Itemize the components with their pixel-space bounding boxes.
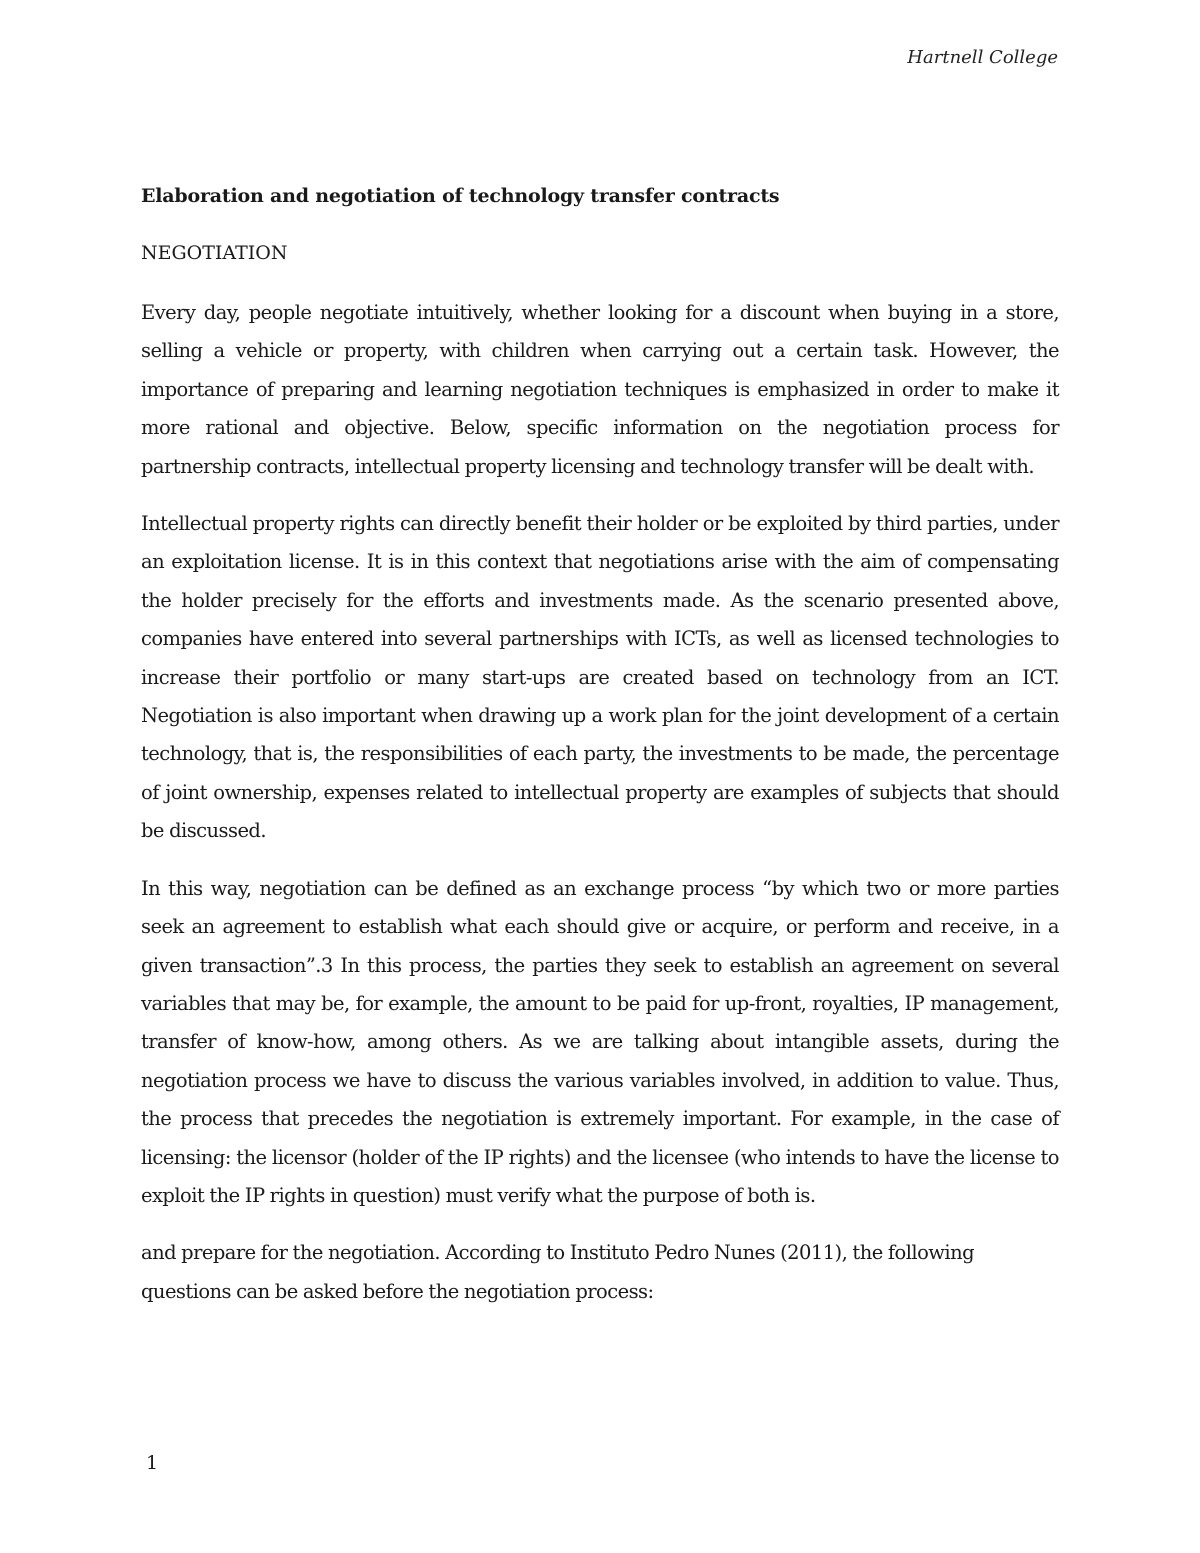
page-number: 1 xyxy=(146,1452,159,1474)
document-title: Elaboration and negotiation of technology transfer contracts xyxy=(141,185,780,207)
paragraph-3: In this way, negotiation can be defined as an exchange process “by which two or more parties seek an agreement to establish what each should give or acquire, or perform and receive, in a given transaction”.3 In this process, the parties they seek to establish an agreement on several variables that may be, for example, the amount to be paid for up-front, royalties, IP management, transfer of know-how, among others. As we are talking about intangible assets, during the negotiation process we have to discuss the various variables involved, in addition to value. Thus, the process that precedes the negotiation is extremely important. For example, in the case of licensing: the licensor (holder of the IP rights) and the licensee (who intends to have the license to exploit the IP rights in question) must verify what the purpose of both is. xyxy=(141,876,1059,1207)
document-body xyxy=(141,180,1059,1311)
running-header: Hartnell College xyxy=(907,47,1058,68)
paragraph-4: and prepare for the negotiation. According to Instituto Pedro Nunes (2011), the following questions can be asked before the negotiation process: xyxy=(141,1241,975,1303)
paragraph-1: Every day, people negotiate intuitively, whether looking for a discount when buying in a store, selling a vehicle or property, with children when carrying out a certain task. However, the importance of preparing and learning negotiation techniques is emphasized in order to make it more rational and objective. Below, specific information on the negotiation process for partnership contracts, intellectual property licensing and technology transfer will be dealt with. xyxy=(141,301,1059,478)
paragraph-2: Intellectual property rights can directly benefit their holder or be exploited by third parties, under an exploitation license. It is in this context that negotiations arise with the aim of compensating the holder precisely for the efforts and investments made. As the scenario presented above, companies have entered into several partnerships with ICTs, as well as licensed technologies to increase their portfolio or many start-ups are created based on technology from an ICT. Negotiation is also important when drawing up a work plan for the joint development of a certain technology, that is, the responsibilities of each party, the investments to be made, the percentage of joint ownership, expenses related to intellectual property are examples of subjects that should be discussed. xyxy=(141,512,1059,843)
section-heading: NEGOTIATION xyxy=(141,242,288,264)
